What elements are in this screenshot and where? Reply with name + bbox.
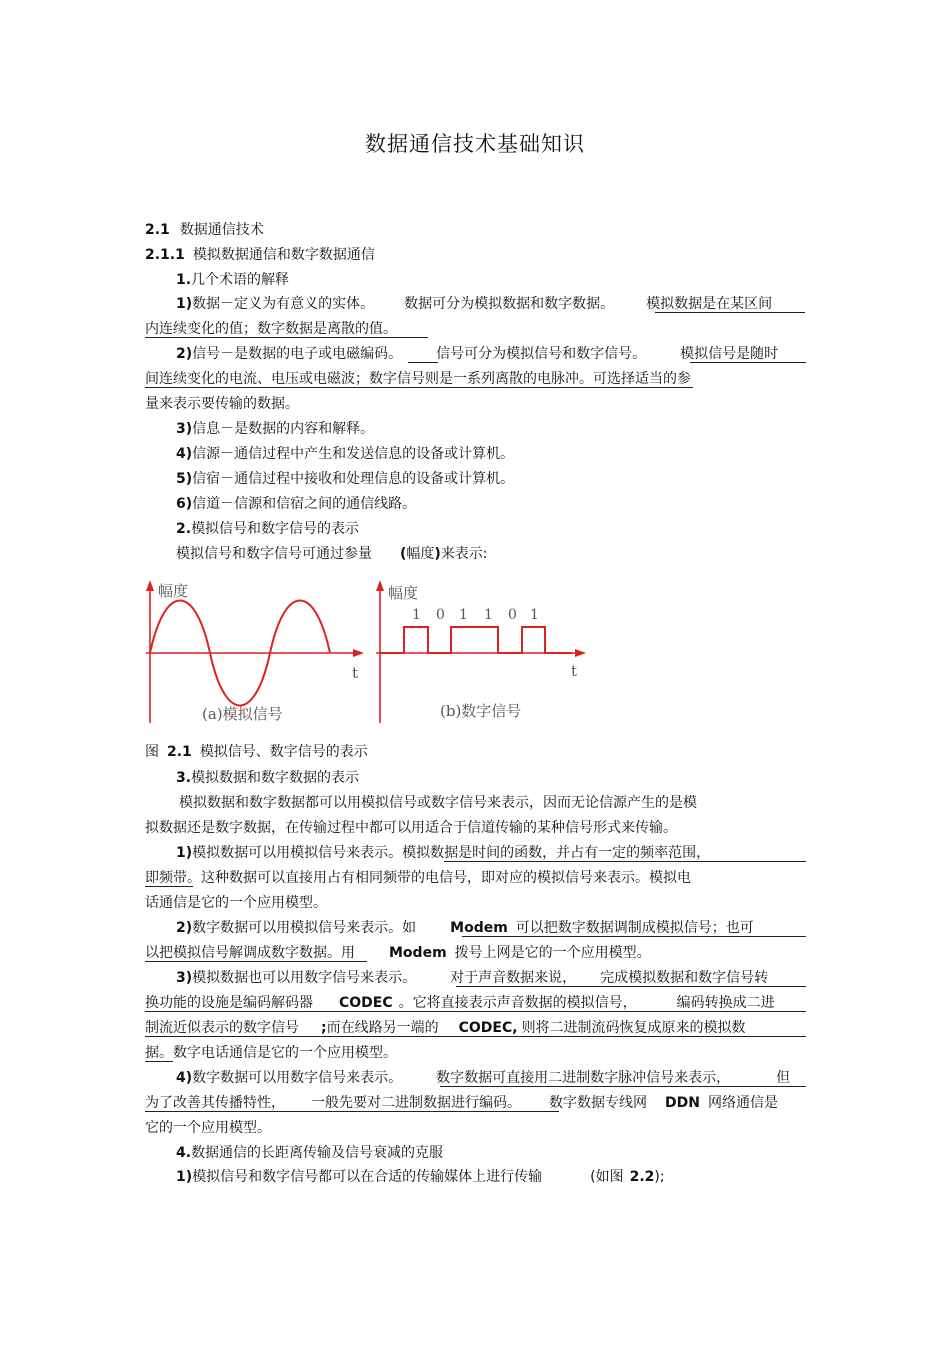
analog-signal-figure [140,578,370,728]
long-distance-item1: 1)模拟信号和数字信号都可以在合适的传输媒体上进行传输 (如图 2.2); [176,1169,665,1185]
item-digital-by-analog-line2: 以把模拟信号解调成数字数据。用 Modem 拨号上网是它的一个应用模型。 [145,945,651,961]
subheading-long-distance: 4.数据通信的长距离传输及信号衰减的克服 [176,1145,444,1161]
term-signal-line3: 量来表示要传输的数据。 [145,396,299,412]
underline [655,312,805,313]
underline [145,337,428,338]
x-axis-label: t [352,664,359,682]
underline [145,1011,806,1012]
term-data-line1: 1)数据－定义为有意义的实体。 数据可分为模拟数据和数字数据。 模拟数据是在某区间 [176,296,773,312]
underline [145,961,367,962]
y-axis-label: 幅度 [158,582,189,600]
underline [444,861,806,862]
square-wave [380,627,572,653]
bit-label: 1 [530,607,539,623]
bit-label: 0 [508,607,517,623]
item-analog-by-digital-line1: 3)模拟数据也可以用数字信号来表示。 对于声音数据来说， 完成模拟数据和数字信号转 [176,970,769,986]
subheading-data-representation: 3.模拟数据和数字数据的表示 [176,770,360,786]
underline [408,362,438,363]
figure-b-caption: (b)数字信号 [440,702,522,720]
x-axis-arrow [575,649,586,657]
x-axis-arrow [353,649,364,657]
figure-a-caption: (a)模拟信号 [202,705,283,723]
subheading-signal-representation: 2.模拟信号和数字信号的表示 [176,521,360,537]
item-analog-by-digital-line3: 制流近似表示的数字信号 ;而在线路另一端的 CODEC, 则将二进制流码恢复成原来的模拟数 [145,1020,746,1036]
underline [456,986,806,987]
underline [145,1111,559,1112]
figure-caption: 图 2.1 模拟信号、数字信号的表示 [145,744,368,760]
bit-label: 1 [412,607,421,623]
item-digital-by-digital-line3: 它的一个应用模型。 [145,1120,271,1136]
page-title: 数据通信技术基础知识 [365,132,585,156]
y-axis-arrow [376,580,384,591]
underline [462,936,806,937]
subheading-terms: 1.几个术语的解释 [176,272,290,288]
item-analog-by-digital-line2: 换功能的设施是编码解码器 CODEC 。它将直接表示声音数据的模拟信号， 编码转换成二进 [145,995,775,1011]
section-heading-2-1: 2.1 数据通信技术 [145,222,264,238]
item-analog-by-analog-line3: 话通信是它的一个应用模型。 [145,895,327,911]
item-digital-by-analog-line1: 2)数字数据可以用模拟信号来表示。如 Modem 可以把数字数据调制成模拟信号；也可 [176,920,754,936]
bit-label: 1 [484,607,493,623]
bit-label: 0 [436,607,445,623]
term-source: 4)信源－通信过程中产生和发送信息的设备或计算机。 [176,446,515,462]
item-analog-by-analog-line2: 即频带。这种数据可以直接用占有相同频带的电信号，即对应的模拟信号来表示。模拟电 [145,870,691,886]
underline [145,1061,173,1062]
y-axis-arrow [146,580,154,591]
term-sink: 5)信宿－通信过程中接收和处理信息的设备或计算机。 [176,471,515,487]
paragraph-line: 模拟数据和数字数据都可以用模拟信号或数字信号来表示，因而无论信源产生的是模 [179,795,697,811]
bit-label: 1 [459,607,468,623]
item-analog-by-analog-line1: 1)模拟数据可以用模拟信号来表示。模拟数据是时间的函数，并占有一定的频率范围， [176,845,711,861]
underline [440,1086,806,1087]
section-heading-2-1-1: 2.1.1 模拟数据通信和数字数据通信 [145,247,375,263]
item-analog-by-digital-line4: 据。数字电话通信是它的一个应用模型。 [145,1045,397,1061]
underline [145,886,193,887]
term-data-line2: 内连续变化的值；数字数据是离散的值。 [145,321,397,337]
digital-signal-figure [372,578,592,728]
underline [145,1036,806,1037]
signal-representation-text: 模拟信号和数字信号可通过参量 (幅度)来表示: [176,546,488,562]
y-axis-label: 幅度 [388,584,419,602]
item-digital-by-digital-line1: 4)数字数据可以用数字信号来表示。 数字数据可直接用二进制数字脉冲信号来表示， 但 [176,1070,791,1086]
term-information: 3)信息－是数据的内容和解释。 [176,421,375,437]
term-signal-line2: 间连续变化的电流、电压或电磁波；数字信号则是一系列离散的电脉冲。可选择适当的参 [145,371,691,387]
bit-labels [412,607,539,623]
term-channel: 6)信道－信源和信宿之间的通信线路。 [176,496,417,512]
paragraph-line: 拟数据还是数字数据，在传输过程中都可以用适合于信道传输的某种信号形式来传输。 [145,820,677,836]
underline [690,362,806,363]
underline [145,387,693,388]
item-digital-by-digital-line2: 为了改善其传播特性， 一般先要对二进制数据进行编码。 数字数据专线网 DDN 网络通信是 [145,1095,778,1111]
term-signal-line1: 2)信号－是数据的电子或电磁编码。 信号可分为模拟信号和数字信号。 模拟信号是随时 [176,346,779,362]
x-axis-label: t [571,662,578,680]
